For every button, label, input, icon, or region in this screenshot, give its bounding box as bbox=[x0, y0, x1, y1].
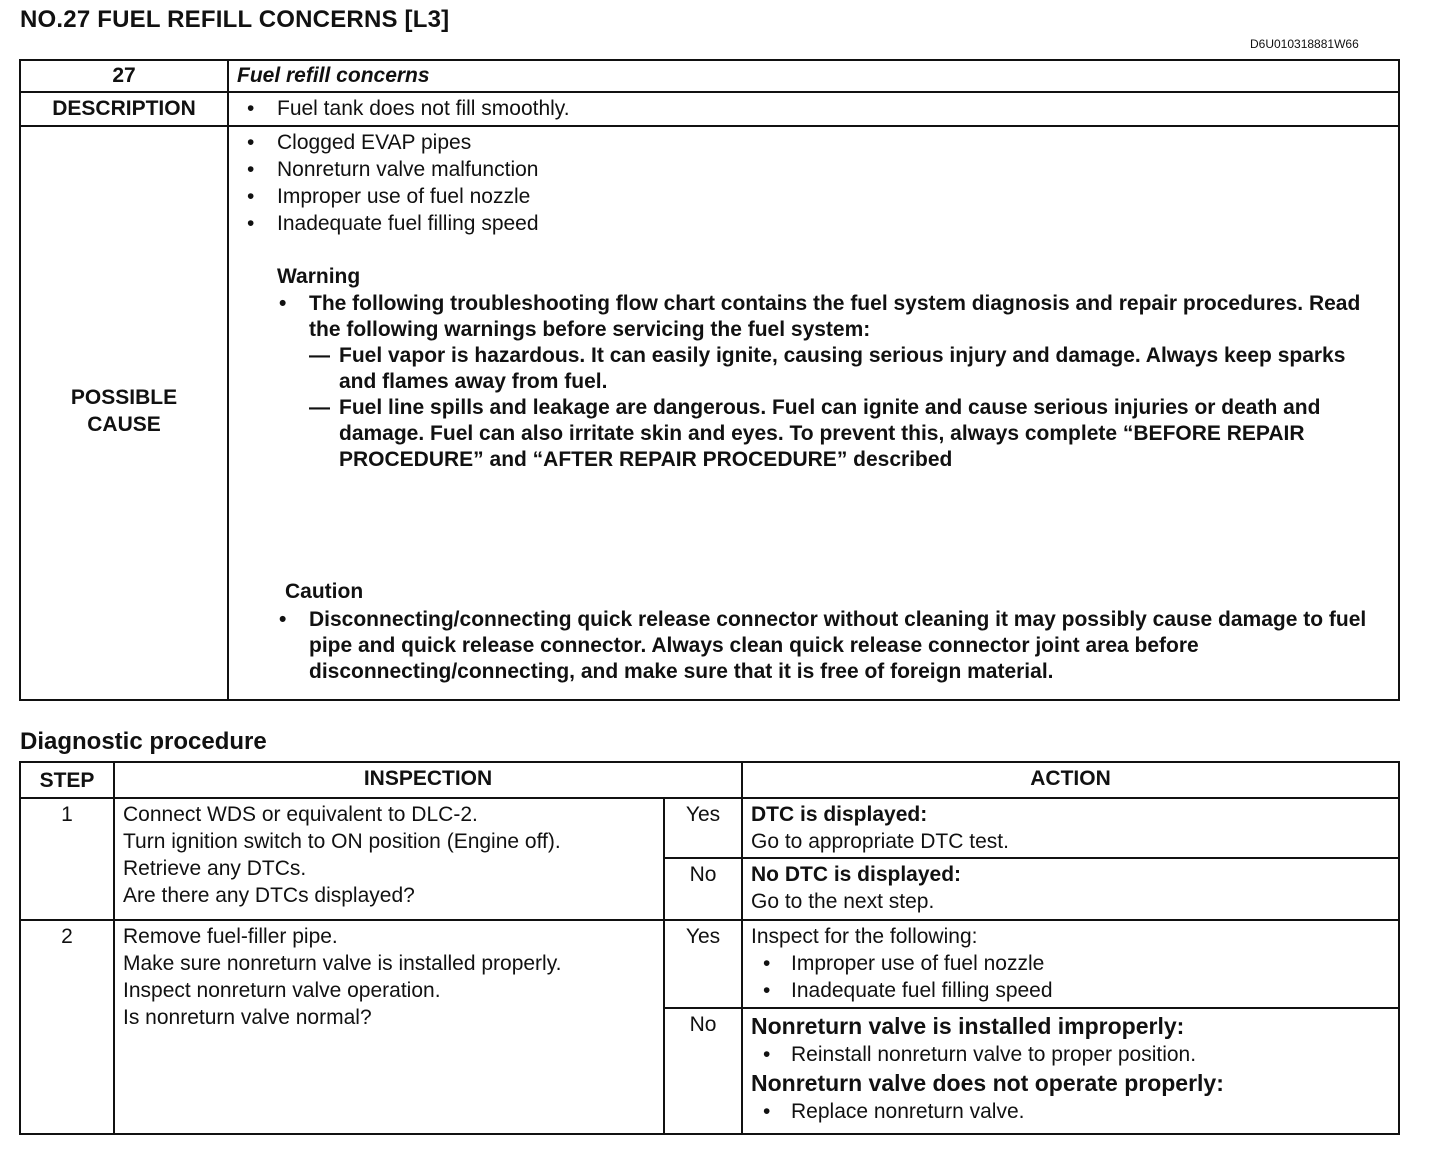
column-header-step: STEP bbox=[20, 762, 114, 798]
concern-table bbox=[19, 59, 1400, 701]
warning-heading: Warning bbox=[277, 265, 361, 288]
no-action bbox=[742, 1008, 1399, 1134]
cause-item: • Inadequate fuel filling speed bbox=[229, 210, 1398, 237]
description-text: • Fuel tank does not fill smoothly. bbox=[229, 93, 1398, 125]
yes-action bbox=[742, 798, 1399, 858]
yes-label: Yes bbox=[664, 920, 742, 1008]
inspection-line: Remove fuel-filler pipe. bbox=[123, 925, 338, 948]
yes-action bbox=[742, 920, 1399, 1008]
description-row bbox=[20, 92, 1399, 126]
no-label: No bbox=[664, 1008, 742, 1134]
possible-cause-row bbox=[20, 126, 1399, 700]
column-header-action: ACTION bbox=[742, 762, 1399, 798]
step-inspection bbox=[114, 798, 664, 920]
action-heading: Nonreturn valve is installed improperly: bbox=[751, 1013, 1185, 1039]
column-header-inspection: INSPECTION bbox=[114, 762, 742, 798]
step-number: 1 bbox=[20, 798, 114, 920]
action-text: Go to the next step. bbox=[751, 890, 935, 913]
concern-name: Fuel refill concerns bbox=[228, 60, 1399, 92]
inspection-line: Make sure nonreturn valve is installed properly. bbox=[123, 952, 562, 975]
inspection-line: Inspect nonreturn valve operation. bbox=[123, 979, 441, 1002]
inspection-line: Connect WDS or equivalent to DLC-2. bbox=[123, 803, 478, 826]
diagnostic-header-row bbox=[20, 762, 1399, 798]
caution-text: • Disconnecting/connecting quick release connector without cleaning it may possibly cause damage to fuel pipe and quick release connector. Always clean quick release connector joint area before disconnecting/connecting, and make sure that it is free of foreign material. bbox=[229, 607, 1398, 685]
cause-item: • Clogged EVAP pipes bbox=[229, 129, 1398, 156]
action-heading: Nonreturn valve does not operate properly: bbox=[751, 1070, 1224, 1096]
document-id: D6U010318881W66 bbox=[1250, 37, 1359, 51]
diagnostic-procedure-title: Diagnostic procedure bbox=[20, 728, 267, 755]
action-text: Inspect for the following: bbox=[751, 925, 978, 948]
concern-header-row bbox=[20, 60, 1399, 92]
action-bullet: • Replace nonreturn valve. bbox=[751, 1098, 1390, 1125]
description-label: DESCRIPTION bbox=[20, 92, 228, 126]
warning-dash-item: — Fuel line spills and leakage are dangerous. Fuel can ignite and cause serious injuries or death and damage. Fuel can also irritate skin and eyes. To prevent this, always complete “BEFORE REPAIR PROCEDURE” and “AFTER REPAIR PROCEDURE” described bbox=[229, 395, 1398, 473]
step-number: 2 bbox=[20, 920, 114, 1134]
step-inspection bbox=[114, 920, 664, 1134]
cause-item: • Nonreturn valve malfunction bbox=[229, 156, 1398, 183]
no-action bbox=[742, 858, 1399, 920]
cause-list bbox=[229, 129, 1398, 237]
possible-cause-content bbox=[228, 126, 1399, 700]
action-bullet: • Inadequate fuel filling speed bbox=[751, 977, 1390, 1004]
action-bullet: • Reinstall nonreturn valve to proper position. bbox=[751, 1041, 1390, 1068]
possible-cause-label-line2: CAUSE bbox=[87, 413, 161, 436]
possible-cause-label bbox=[20, 126, 228, 700]
concern-number: 27 bbox=[20, 60, 228, 92]
warning-dash-item: — Fuel vapor is hazardous. It can easily ignite, causing serious injury and damage. Always keep sparks and flames away from fuel. bbox=[229, 343, 1398, 395]
action-text: Go to appropriate DTC test. bbox=[751, 830, 1009, 853]
inspection-line: Retrieve any DTCs. bbox=[123, 857, 307, 880]
possible-cause-label-line1: POSSIBLE bbox=[70, 386, 178, 409]
inspection-line: Are there any DTCs displayed? bbox=[123, 884, 415, 907]
inspection-line: Is nonreturn valve normal? bbox=[123, 1006, 372, 1029]
inspection-line: Turn ignition switch to ON position (Engine off). bbox=[123, 830, 561, 853]
action-heading: No DTC is displayed: bbox=[751, 863, 962, 886]
warning-text: • The following troubleshooting flow chart contains the fuel system diagnosis and repair procedures. Read the following warnings before servicing the fuel system: bbox=[229, 291, 1398, 343]
table-row bbox=[20, 798, 1399, 858]
cause-item: • Improper use of fuel nozzle bbox=[229, 183, 1398, 210]
no-label: No bbox=[664, 858, 742, 920]
yes-label: Yes bbox=[664, 798, 742, 858]
caution-heading: Caution bbox=[285, 580, 364, 603]
table-row bbox=[20, 920, 1399, 1008]
action-heading: DTC is displayed: bbox=[751, 803, 928, 826]
action-bullet: • Improper use of fuel nozzle bbox=[751, 950, 1390, 977]
diagnostic-table bbox=[19, 761, 1400, 1135]
page-title: NO.27 FUEL REFILL CONCERNS [L3] bbox=[20, 6, 450, 33]
